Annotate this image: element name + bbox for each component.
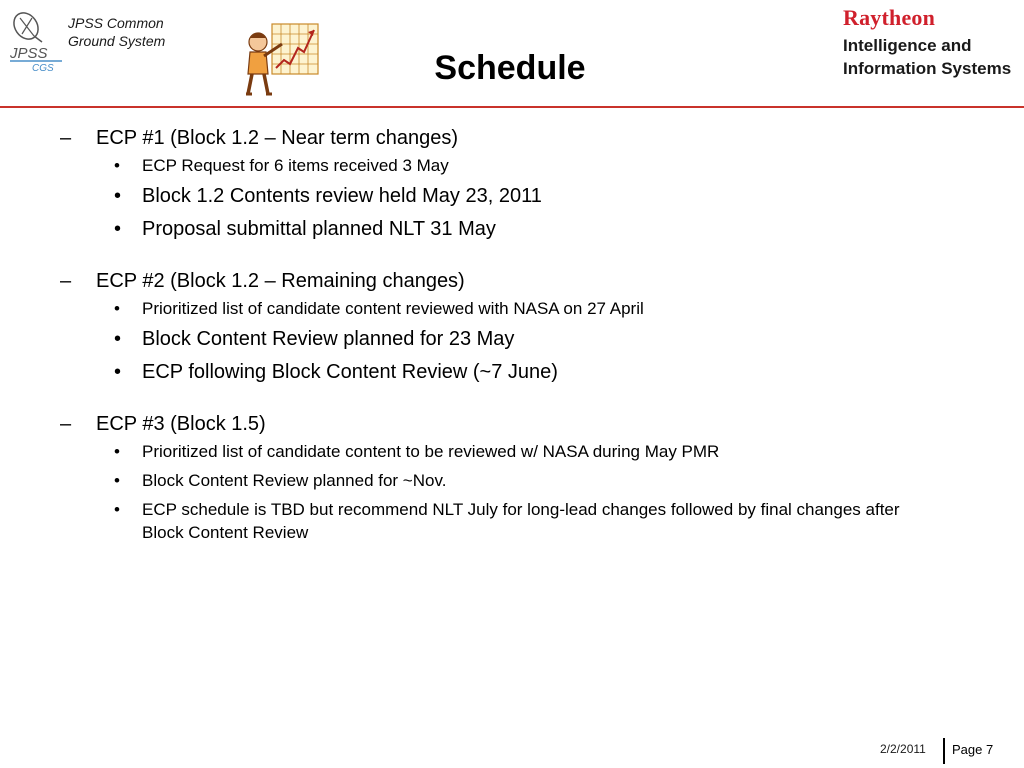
slide-content (0, 124, 1024, 568)
ecp-heading (0, 410, 1024, 440)
ecp-section-3 (0, 410, 1024, 544)
list-item-text: ECP Request for 6 items received 3 May (142, 156, 449, 175)
ecp-heading-text: ECP #3 (Block 1.5) (96, 413, 266, 435)
org-name-line1: JPSS Common (68, 15, 164, 31)
page-title: Schedule (434, 49, 586, 87)
list-item (0, 297, 1024, 320)
list-item (0, 216, 1024, 243)
presenter-chart-clipart-icon (238, 22, 322, 96)
dash-marker: – (60, 270, 72, 292)
footer-date: 2/2/2011 (880, 742, 926, 756)
org-name (68, 14, 165, 50)
ecp-section-2 (0, 267, 1024, 386)
bullet-marker: • (114, 500, 120, 519)
ecp-heading (0, 267, 1024, 297)
ecp-heading (0, 124, 1024, 154)
bullet-list (0, 297, 1024, 386)
logo-text-jpss: JPSS (10, 45, 48, 62)
bullet-marker: • (114, 218, 122, 240)
bullet-marker: • (114, 185, 122, 207)
list-item (0, 154, 1024, 177)
bullet-marker: • (114, 442, 120, 461)
dash-marker: – (60, 127, 72, 149)
raytheon-division-line1: Intelligence and (843, 36, 972, 55)
ecp-heading-text: ECP #2 (Block 1.2 – Remaining changes) (96, 270, 465, 292)
page-number: Page 7 (952, 742, 994, 757)
bullet-list (0, 154, 1024, 243)
slide-header (0, 0, 1024, 108)
list-item-text: Block Content Review planned for 23 May (142, 328, 515, 350)
list-item-text: Prioritized list of candidate content reviewed with NASA on 27 April (142, 299, 644, 318)
ecp-section-1 (0, 124, 1024, 243)
footer-separator (943, 738, 945, 764)
bullet-marker: • (114, 471, 120, 490)
list-item-text: Prioritized list of candidate content to be reviewed w/ NASA during May PMR (142, 442, 720, 461)
bullet-marker: • (114, 156, 120, 175)
list-item-text: Proposal submittal planned NLT 31 May (142, 218, 496, 240)
bullet-list (0, 440, 1024, 544)
list-item (0, 440, 1024, 463)
dash-marker: – (60, 413, 72, 435)
bullet-marker: • (114, 361, 122, 383)
list-item-text: Block Content Review planned for ~Nov. (142, 471, 447, 490)
satellite-dish-icon (9, 8, 43, 44)
list-item-text: ECP following Block Content Review (~7 June) (142, 361, 558, 383)
bullet-marker: • (114, 299, 120, 318)
raytheon-division (843, 34, 1011, 80)
list-item-text: ECP schedule is TBD but recommend NLT July for long-lead changes followed by final changes after Block Content Review (142, 500, 900, 542)
logo-text-cgs: CGS (32, 63, 54, 72)
raytheon-logo: Raytheon (843, 5, 936, 30)
list-item (0, 183, 1024, 210)
list-item (0, 359, 1024, 386)
org-name-line2: Ground System (68, 33, 166, 49)
ecp-heading-text: ECP #1 (Block 1.2 – Near term changes) (96, 127, 459, 149)
list-item-text: Block 1.2 Contents review held May 23, 2011 (142, 185, 542, 207)
raytheon-division-line2: Information Systems (843, 59, 1012, 78)
jpss-cgs-logo (8, 8, 64, 72)
header-divider (0, 106, 1024, 108)
bullet-marker: • (114, 328, 122, 350)
list-item (0, 326, 1024, 353)
list-item (0, 469, 1024, 492)
list-item (0, 498, 1024, 544)
